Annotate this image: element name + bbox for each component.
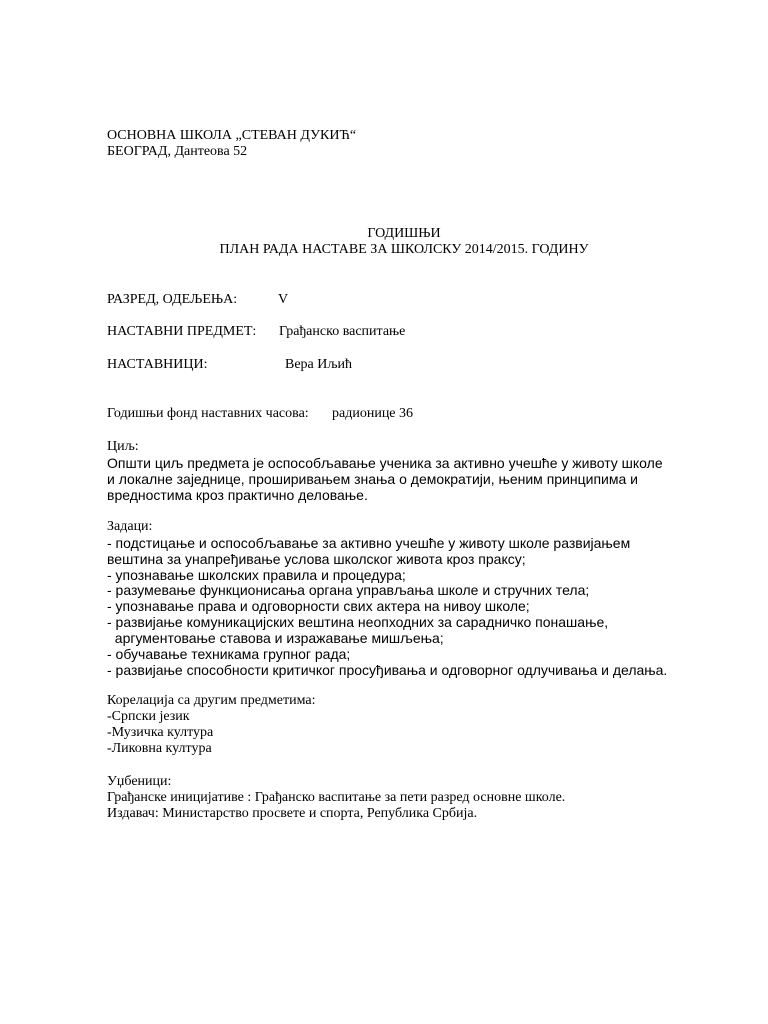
document-title-line2: ПЛАН РАДА НАСТАВЕ ЗА ШКОЛСКУ 2014/2015. ГОДИНУ [219,242,589,257]
annual-fund-value: радионице 36 [332,406,414,421]
task-line: - развијање комуникацијских вештина неопходних за сарадничко понашање, [107,614,609,630]
subject-label: НАСТАВНИ ПРЕДМЕТ: [107,324,257,339]
goal-line: и локалне заједнице, проширивањем знања о демократији, њеним принципима и [107,471,638,487]
correlation-item: -Музичка култура [107,725,214,740]
teachers-label: НАСТАВНИЦИ: [107,357,208,372]
textbooks-heading: Уџбеници: [107,774,172,789]
correlation-item: -Српски језик [107,709,190,724]
task-line: - разумевање функционисања органа управљања школе и стручних тела; [107,582,590,598]
task-line: аргументовање ставова и изражавање мишљења; [107,630,444,646]
school-address: БЕОГРАД, Дантеова 52 [107,144,248,159]
task-line: вештина за унапређивање услова школског живота кроз праксу; [107,551,526,567]
subject-value: Грађанско васпитање [279,324,406,339]
goal-heading: Циљ: [107,439,139,454]
grade-value: V [278,292,289,307]
document-title-line1: ГОДИШЊИ [367,226,441,241]
task-line: - обучавање техникама групног рада; [107,646,351,662]
annual-fund-label: Годишњи фонд наставних часова: [107,406,309,421]
correlation-item: -Ликовна култура [107,741,212,756]
teachers-value: Вера Иљић [285,357,353,372]
task-line: - упознавање права и одговорности свих актера на нивоу школе; [107,598,530,614]
textbook-line: Издавач: Министарство просвете и спорта, Република Србија. [107,806,478,821]
textbook-line: Грађанске иницијативе : Грађанско васпитање за пети разред основне школе. [107,790,566,805]
goal-line: вредностима кроз практично деловање. [107,487,368,503]
task-line: - развијање способности критичког просуђивања и одговорног одлучивања и делања. [107,662,668,678]
grade-label: РАЗРЕД, ОДЕЉЕЊА: [107,292,238,307]
tasks-heading: Задаци: [107,519,153,534]
correlation-heading: Корелација са другим предметима: [107,693,316,708]
task-line: - подстицање и оспособљавање за активно учешће у животу школе развијањем [107,535,631,551]
goal-line: Општи циљ предмета је оспособљавање ученика за активно учешће у животу школе [107,455,663,471]
task-line: - упознавање школских правила и процедура; [107,567,406,583]
school-name: ОСНОВНА ШКОЛА „СТЕВАН ДУКИЋ“ [107,128,357,143]
